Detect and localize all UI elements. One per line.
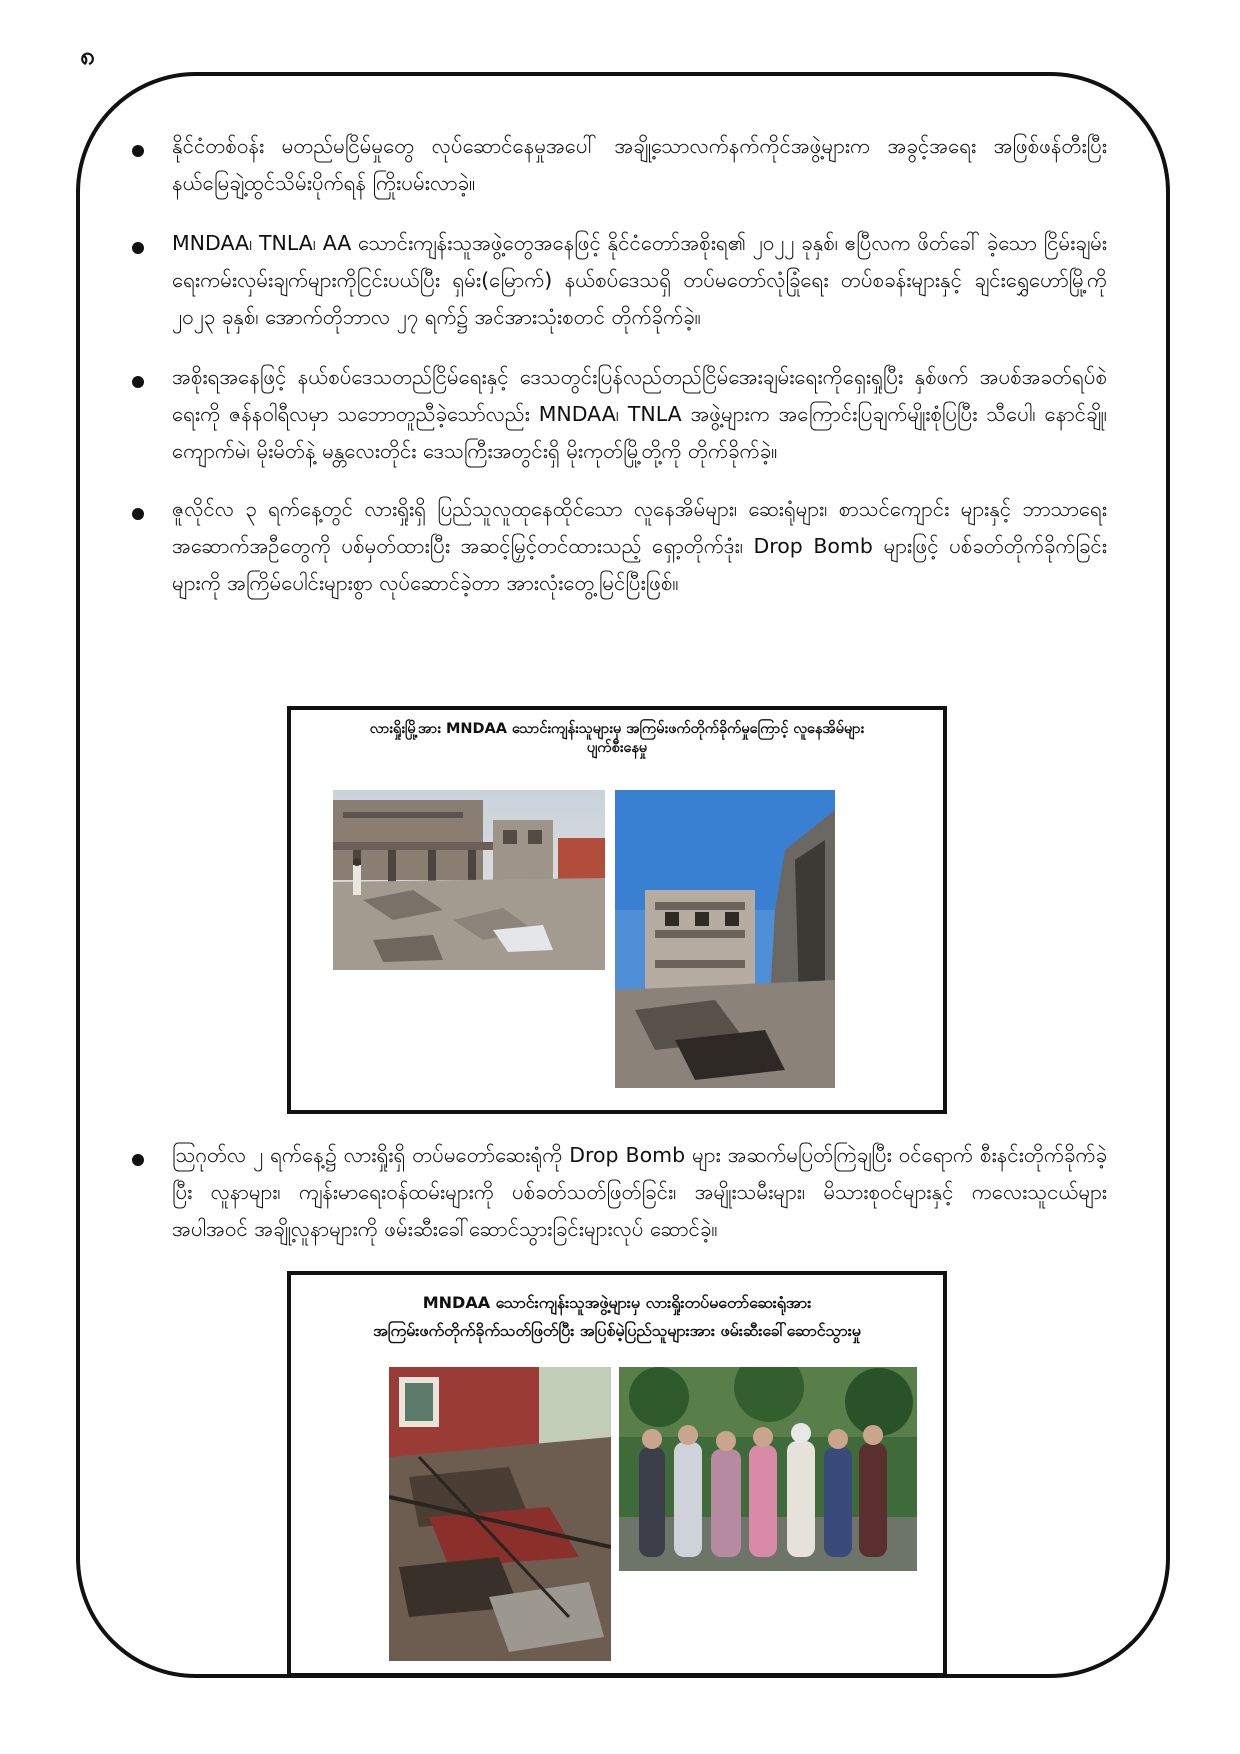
photo-collapsed-building xyxy=(615,790,835,1088)
bullet-item xyxy=(132,128,1107,202)
bullet-text: အစိုးရအနေဖြင့် နယ်စပ်ဒေသတည်ငြိမ်ရေးနှင့် ဒေသတွင်းပြန်လည်တည်ငြိမ်အေးချမ်းရေးကိုရှေးရှုပြီး နှစ်ဖက် အပစ်အခတ်ရပ်စဲရေးကို ဇန်နဝါရီလမှာ သဘောတူညီခဲ့သော်လည်း MNDAA၊ TNLA အဖွဲ့များက အကြောင်းပြချက်မျိုးစုံပြပြီး သီပေါ၊ နောင်ချို၊ ကျောက်မဲ၊ မိုးမိတ်နဲ့ မန္တလေးတိုင်း ဒေသကြီးအတွင်းရှိ မိုးကုတ်မြို့တို့ကို တိုက်ခိုက်ခဲ့။ xyxy=(172,365,1107,463)
bullet-item xyxy=(132,491,1107,602)
figure-destroyed-homes xyxy=(287,706,947,1114)
bullet-dot-icon xyxy=(132,242,144,254)
bullet-list xyxy=(132,128,1107,602)
bullet-dot-icon xyxy=(132,376,144,388)
bullet-dot-icon xyxy=(132,1154,144,1166)
caption-line: ပျက်စီးနေမှု xyxy=(586,740,648,756)
page-number: ၈ xyxy=(80,41,95,71)
bullet-text: ဇူလိုင်လ ၃ ရက်နေ့တွင် လားရှိုးရှိ ပြည်သူလူထုနေထိုင်သော လူနေအိမ်များ၊ ဆေးရုံများ၊ စာသင်ကျောင်း များနှင့် ဘာသာရေးအဆောက်အဦတွေကို ပစ်မှတ်ထားပြီး အဆင့်မြှင့်တင်ထားသည့် ရှော့တိုက်ဒုံး၊ Drop Bomb များဖြင့် ပစ်ခတ်တိုက်ခိုက်ခြင်းများကို အကြိမ်ပေါင်းများစွာ လုပ်ဆောင်ခဲ့တာ အားလုံးတွေ့မြင်ပြီးဖြစ်။ xyxy=(172,497,1107,595)
photo-captured-civilians xyxy=(619,1367,917,1571)
bullet-item xyxy=(132,1137,1107,1248)
bullet-text: MNDAA၊ TNLA၊ AA သောင်းကျန်းသူအဖွဲ့တွေအနေဖြင့် နိုင်ငံတော်အစိုးရ၏ ၂၀၂၂ ခုနှစ်၊ ဧပြီလက ဖိတ်ခေါ် ခဲ့သော ငြိမ်းချမ်းရေးကမ်းလှမ်းချက်များကိုငြင်းပယ်ပြီး ရှမ်း(မြောက်) နယ်စပ်ဒေသရှိ တပ်မတော်လုံခြုံရေး တပ်စခန်းများနှင့် ချင်းရွှေဟော်မြို့ကို ၂၀၂၃ ခုနှစ်၊ အောက်တိုဘာလ ၂၇ ရက်၌ အင်အားသုံးစတင် တိုက်ခိုက်ခဲ့။ xyxy=(172,231,1107,329)
figure-hospital-attack xyxy=(287,1271,947,1677)
bullet-text: နိုင်ငံတစ်ဝန်း မတည်မငြိမ်မှုတွေ လုပ်ဆောင်နေမှုအပေါ် အချို့သောလက်နက်ကိုင်အဖွဲ့များက အခွင့်အရေး အဖြစ်ဖန်တီးပြီး နယ်မြေချဲ့ထွင်သိမ်းပိုက်ရန် ကြိုးပမ်းလာခဲ့။ xyxy=(172,134,1107,195)
bullet-dot-icon xyxy=(132,508,144,520)
bullet-dot-icon xyxy=(132,145,144,157)
figure-caption xyxy=(321,1289,913,1345)
caption-line: အကြမ်းဖက်တိုက်ခိုက်သတ်ဖြတ်ပြီး အပြစ်မဲ့ပြည်သူများအား ဖမ်းဆီးခေါ်ဆောင်သွားမှု xyxy=(373,1321,861,1340)
figure-caption xyxy=(311,720,923,758)
caption-line: MNDAA သောင်းကျန်းသူအဖွဲ့များမှ လားရှိုးတပ်မတော်ဆေးရုံအား xyxy=(422,1293,812,1312)
photo-destroyed-street xyxy=(333,790,605,970)
bullet-text: ဩဂုတ်လ ၂ ရက်နေ့၌ လားရှိုးရှိ တပ်မတော်ဆေးရုံကို Drop Bomb များ အဆက်မပြတ်ကြဲချပြီး ဝင်ရောက် စီးနင်းတိုက်ခိုက်ခဲ့ပြီး လူနာများ၊ ကျန်းမာရေးဝန်ထမ်းများကို ပစ်ခတ်သတ်ဖြတ်ခြင်း၊ အမျိုးသမီးများ၊ မိသားစုဝင်များနှင့် ကလေးသူငယ်များအပါအဝင် အချို့လူနာများကို ဖမ်းဆီးခေါ်ဆောင်သွားခြင်းများလုပ် ဆောင်ခဲ့။ xyxy=(172,1143,1107,1241)
bullet-item xyxy=(132,225,1107,336)
caption-line: လားရှိုးမြို့အား MNDAA သောင်းကျန်းသူများမှ အကြမ်းဖက်တိုက်ခိုက်မှုကြောင့် လူနေအိမ်များ xyxy=(369,721,865,737)
bullet-item xyxy=(132,359,1107,470)
photo-hospital-rubble xyxy=(389,1367,611,1661)
